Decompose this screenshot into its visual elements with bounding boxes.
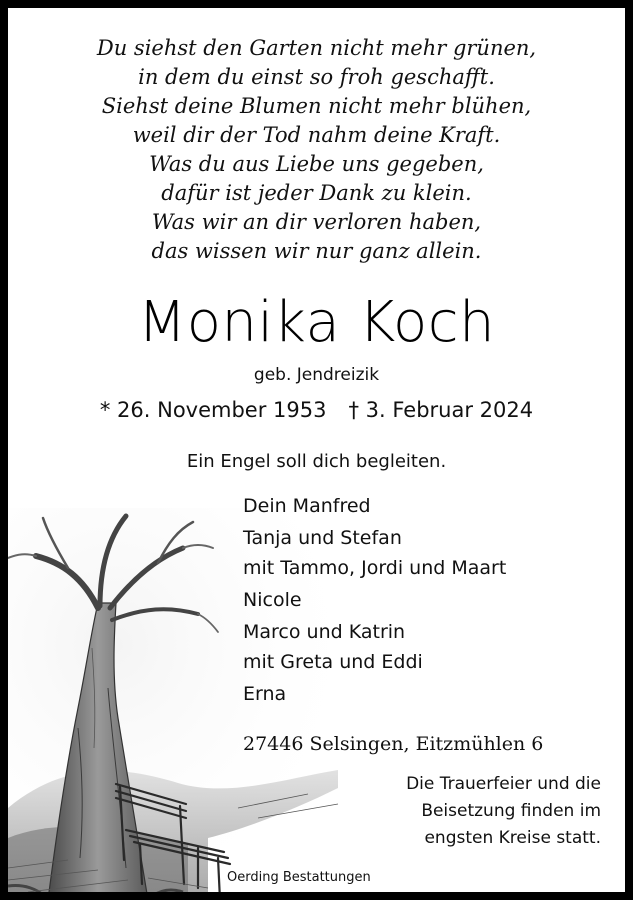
- mourner: Marco und Katrin: [243, 621, 406, 643]
- poem-line: in dem du einst so froh geschafft.: [138, 65, 495, 89]
- deceased-name: Monika Koch: [137, 290, 496, 355]
- poem-line: Was du aus Liebe uns gegeben,: [149, 152, 484, 176]
- death-date: † 3. Februar 2024: [348, 398, 534, 422]
- mourner: mit Tammo, Jordi und Maart: [243, 557, 507, 579]
- poem-line: weil dir der Tod nahm deine Kraft.: [132, 123, 501, 147]
- poem-line: Du siehst den Garten nicht mehr grünen,: [96, 36, 537, 60]
- birth-name: geb. Jendreizik: [253, 365, 380, 385]
- mourners-list: [243, 492, 506, 712]
- mourner: Erna: [243, 683, 287, 705]
- poem-line: Was wir an dir verloren haben,: [151, 210, 482, 234]
- funeral-home: Oerding Bestattungen: [227, 870, 371, 885]
- address: 27446 Selsingen, Eitzmühlen 6: [243, 733, 544, 755]
- notice-line: Beisetzung finden im: [421, 801, 601, 821]
- mourner: Tanja und Stefan: [243, 527, 402, 549]
- mourner: mit Greta und Eddi: [243, 651, 423, 673]
- funeral-notice: [406, 771, 601, 852]
- mourner: Nicole: [243, 589, 302, 611]
- poem-line: Siehst deine Blumen nicht mehr blühen,: [101, 94, 532, 118]
- poem: [8, 34, 625, 266]
- mourner: Dein Manfred: [243, 495, 371, 517]
- poem-line: dafür ist jeder Dank zu klein.: [161, 181, 472, 205]
- poem-line: das wissen wir nur ganz allein.: [151, 239, 482, 263]
- motto: Ein Engel soll dich begleiten.: [186, 451, 447, 472]
- notice-line: engsten Kreise statt.: [424, 828, 601, 848]
- notice-line: Die Trauerfeier und die: [406, 774, 601, 794]
- birth-date: * 26. November 1953: [99, 398, 327, 422]
- life-dates: [8, 398, 625, 422]
